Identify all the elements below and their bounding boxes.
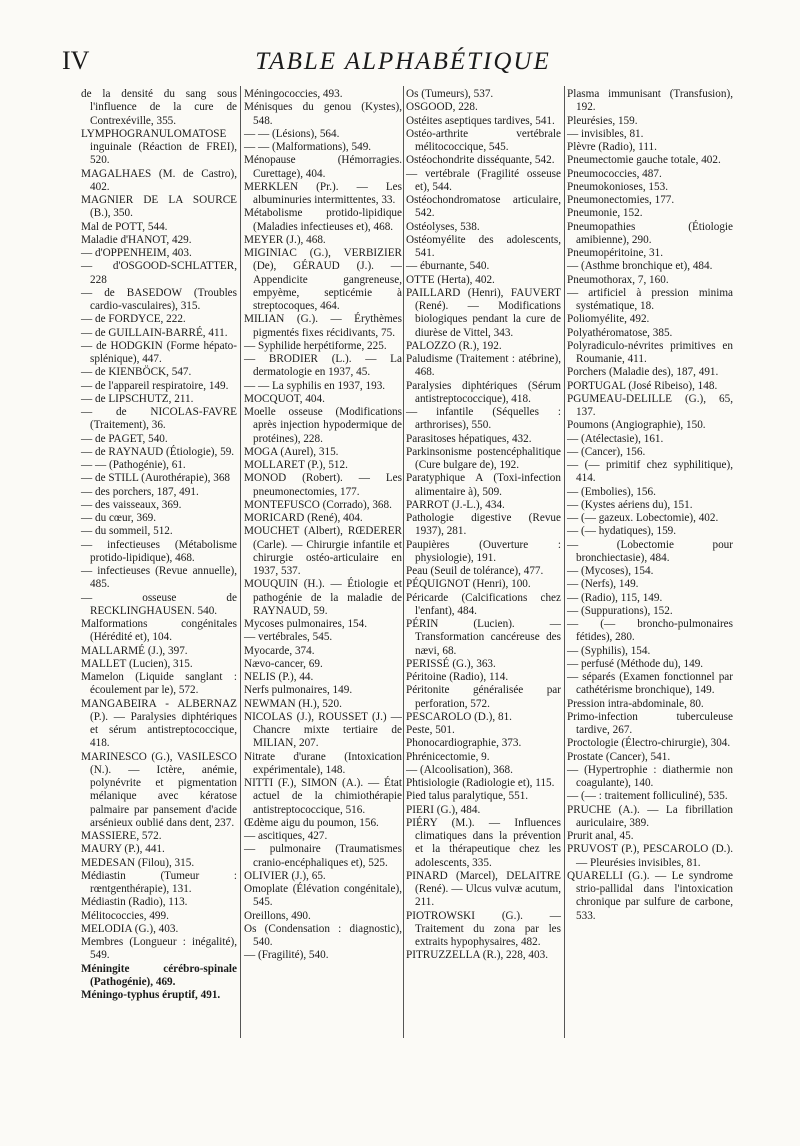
index-entry: Phonocardiographie, 373.: [406, 737, 522, 750]
index-entry: — (— primitif chez syphilitique), 414.: [567, 459, 733, 485]
index-entry: NICOLAS (J.), ROUSSET (J.) — Chancre mixte tertiaire de MILIAN, 207.: [244, 710, 402, 750]
index-entry: — (Alcoolisation), 368.: [406, 763, 513, 776]
index-entry: Mélitococcies, 499.: [81, 909, 169, 922]
index-entry: Ostéomyélite des adolescents, 541.: [406, 233, 561, 259]
index-entry: — (Syphilis), 154.: [567, 644, 651, 657]
index-entry: — de NICOLAS-FAVRE (Traitement), 36.: [81, 406, 237, 432]
index-entry: — infantile (Séquelles : arthrorises), 550.: [406, 406, 561, 432]
index-entry: PINARD (Marcel), DELAITRE (René). — Ulcus vulvæ acutum, 211.: [406, 869, 561, 909]
index-entry: — (— broncho-pulmonaires fétides), 280.: [567, 618, 733, 644]
index-entry: — séparés (Examen fonctionnel par cathétérisme bronchique), 149.: [567, 671, 733, 697]
index-entry: — (Suppurations), 152.: [567, 604, 673, 617]
index-entry: — de BASEDOW (Troubles cardio-vasculaires), 315.: [81, 286, 237, 312]
index-entry: Prurit anal, 45.: [567, 830, 634, 842]
index-entry: Ostéolyses, 538.: [406, 220, 480, 233]
index-entry: MEYER (J.), 468.: [244, 233, 326, 246]
column-divider: [403, 86, 404, 1038]
index-entry: — (Kystes aériens du), 151.: [567, 498, 693, 511]
index-entry: Parasitoses hépatiques, 432.: [406, 432, 532, 445]
index-entry: — (Mycoses), 154.: [567, 565, 654, 577]
index-entry: PITRUZZELLA (R.), 228, 403.: [406, 949, 549, 962]
index-entry: — d'OPPENHEIM, 403.: [81, 247, 192, 259]
index-entry: — pulmonaire (Traumatismes cranio-encéphaliques et), 525.: [244, 843, 402, 869]
index-entry: MOLLARET (P.), 512.: [244, 459, 348, 471]
index-entry: de la densité du sang sous l'influence de la cure de Contrexéville, 355.: [81, 88, 237, 127]
index-entry: PERISSÉ (G.), 363.: [406, 657, 496, 670]
index-entry: Pied talus paralytique, 551.: [406, 790, 529, 803]
index-entry: — éburnante, 540.: [406, 260, 490, 273]
index-entry: LYMPHOGRANULOMATOSE inguinale (Réaction de FREI), 520.: [81, 127, 237, 167]
index-entry: Os (Condensation : diagnostic), 540.: [244, 922, 402, 948]
index-entry: Paludisme (Traitement : atébrine), 468.: [406, 353, 561, 379]
index-entry: Peste, 501.: [406, 724, 455, 736]
index-entry: Os (Tumeurs), 537.: [406, 88, 494, 100]
index-entry: Pneumonectomies, 177.: [567, 194, 675, 206]
index-entry: Primo-infection tuberculeuse tardive, 267.: [567, 710, 733, 736]
index-entry: Paralysies diphtériques (Sérum antistreptococcique), 418.: [406, 379, 561, 405]
index-entry: Omoplate (Élévation congénitale), 545.: [244, 883, 402, 909]
index-entry: Ostéochondromatose articulaire, 542.: [406, 194, 561, 220]
index-entry: — — (Malformations), 549.: [244, 141, 372, 153]
index-entry: Nitrate d'urane (Intoxication expérimentale), 148.: [244, 750, 402, 776]
column-divider: [240, 86, 241, 1038]
index-entry: — de RAYNAUD (Étiologie), 59.: [81, 445, 235, 458]
index-entry: Nerfs pulmonaires, 149.: [244, 684, 353, 697]
index-entry: — (Cancer), 156.: [567, 445, 646, 458]
index-entry: — du cœur, 369.: [81, 512, 157, 524]
index-entry: MANGABEIRA - ALBERNAZ (P.). — Paralysies diphtériques et sérum antistreptococcique, 418.: [81, 697, 237, 750]
index-entry: — de GUILLAIN-BARRÉ, 411.: [81, 326, 228, 339]
index-entry: PALOZZO (R.), 192.: [406, 339, 502, 352]
index-entry: PARROT (J.-L.), 434.: [406, 498, 505, 511]
index-entry: — de PAGET, 540.: [81, 432, 168, 445]
index-entry: MELODIA (G.), 403.: [81, 922, 179, 935]
index-entry: — osseuse de RECKLINGHAUSEN. 540.: [81, 591, 237, 617]
index-entry: Médiastin (Tumeur : rœntgenthérapie), 131.: [81, 869, 237, 895]
index-entry: PIOTROWSKI (G.). — Traitement du zona par les extraits hypophysaires, 482.: [406, 909, 561, 948]
index-entry: — (Nerfs), 149.: [567, 578, 639, 591]
index-entry: Pathologie digestive (Revue 1937), 281.: [406, 512, 561, 538]
page-number: IV: [62, 46, 90, 75]
index-entry: Ménopause (Hémorragies. Curettage), 404.: [244, 154, 402, 180]
index-entry: NELIS (P.), 44.: [244, 671, 314, 683]
index-entry: Pression intra-abdominale, 80.: [567, 697, 704, 710]
index-entry: MOCQUOT, 404.: [244, 392, 325, 405]
index-entry: OSGOOD, 228.: [406, 101, 478, 114]
index-entry: Moelle osseuse (Modifications après injection hypodermique de protéines), 228.: [244, 406, 402, 445]
index-entry: Pneumectomie gauche totale, 402.: [567, 154, 721, 167]
index-entry: Ostéo-arthrite vertébrale mélitococcique, 545.: [406, 127, 561, 153]
index-entry: Poliomyélite, 492.: [567, 313, 650, 326]
index-entry: PORTUGAL (José Ribeiso), 148.: [567, 379, 718, 392]
index-entry: Plèvre (Radio), 111.: [567, 141, 657, 153]
index-entry: — — La syphilis en 1937, 193.: [244, 379, 386, 392]
index-entry: MONOD (Robert). — Les pneumonectomies, 177.: [244, 472, 402, 498]
index-entry: Pleurésies, 159.: [567, 114, 638, 127]
index-entry: Paratyphique A (Toxi-infection alimentaire à), 509.: [406, 472, 561, 498]
index-entry: Phtisiologie (Radiologie et), 115.: [406, 777, 555, 789]
index-entry: — — (Lésions), 564.: [244, 127, 340, 140]
index-entry: Membres (Longueur : inégalité), 549.: [81, 936, 237, 962]
index-column-3: [406, 88, 561, 963]
index-entry: — de KIENBÖCK, 547.: [81, 366, 192, 379]
index-entry: Poumons (Angiographie), 150.: [567, 419, 706, 432]
index-entry: Maladie d'HANOT, 429.: [81, 233, 192, 246]
index-entry: PGUMEAU-DELILLE (G.), 65, 137.: [567, 392, 733, 418]
index-entry: Pneumopathies (Étiologie amibienne), 290.: [567, 220, 733, 246]
index-entry: Plasma immunisant (Transfusion), 192.: [567, 88, 733, 114]
index-entry: — de STILL (Aurothérapie), 368: [81, 472, 231, 485]
index-entry: Prostate (Cancer), 541.: [567, 750, 671, 763]
index-entry: — vertébrale (Fragilité osseuse et), 544.: [406, 167, 561, 193]
index-entry: PRUVOST (P.), PESCAROLO (D.). — Pleurésies invisibles, 81.: [567, 843, 733, 869]
index-entry: Métabolisme protido-lipidique (Maladies infectieuses et), 468.: [244, 207, 402, 233]
index-entry: — infectieuses (Revue annuelle), 485.: [81, 565, 237, 591]
index-entry: MOGA (Aurel), 315.: [244, 445, 339, 458]
index-entry: Péritonite généralisée par perforation, 572.: [406, 684, 561, 710]
index-entry: Pneumococcies, 487.: [567, 167, 662, 180]
index-entry: — (Lobectomie pour bronchiectasie), 484.: [567, 538, 733, 564]
index-entry: — (Hypertrophie : diathermie non coagulante), 140.: [567, 763, 733, 789]
index-entry: PÉRIN (Lucien). — Transformation cancéreuse des nævi, 68.: [406, 618, 561, 657]
index-entry: Oreillons, 490.: [244, 909, 311, 922]
index-entry: MALLET (Lucien), 315.: [81, 657, 193, 670]
index-entry: PIÉRY (M.). — Influences climatiques dans la prévention et la thérapeutique chez les adolescents, 335.: [406, 816, 561, 869]
index-entry: OLIVIER (J.), 65.: [244, 869, 326, 882]
index-entry: Polyradiculo-névrites primitives en Roumanie, 411.: [567, 339, 733, 365]
index-entry: Peau (Seuil de tolérance), 477.: [406, 565, 544, 577]
index-entry: — BRODIER (L.). — La dermatologie en 1937, 45.: [244, 353, 402, 379]
index-entry: PAILLARD (Henri), FAUVERT (René). — Modifications biologiques pendant la cure de diurèse de Vittel, 343.: [406, 286, 561, 339]
index-entry: Ostéites aseptiques tardives, 541.: [406, 114, 555, 127]
index-entry: Pneumokonioses, 153.: [567, 180, 668, 193]
index-entry: — (Embolies), 156.: [567, 485, 656, 498]
index-entry: QUARELLI (G.). — Le syndrome strio-pallidal dans l'intoxication chronique par sulfure de carbone, 533.: [567, 869, 733, 922]
index-entry: Mamelon (Liquide sanglant : écoulement par le), 572.: [81, 671, 237, 697]
index-entry: MONTEFUSCO (Corrado), 368.: [244, 498, 392, 511]
index-entry: Péritoine (Radio), 114.: [406, 671, 509, 683]
index-entry: — de HODGKIN (Forme hépato-splénique), 447.: [81, 339, 237, 365]
index-entry: MILIAN (G.). — Érythèmes pigmentés fixes récidivants, 75.: [244, 313, 402, 339]
index-entry: Proctologie (Électro-chirurgie), 304.: [567, 737, 731, 750]
index-entry: MAGNIER DE LA SOURCE (B.), 350.: [81, 194, 237, 220]
column-divider: [564, 86, 565, 1038]
index-entry: — (Radio), 115, 149.: [567, 591, 663, 604]
index-entry: Parkinsonisme postencéphalitique (Cure bulgare de), 192.: [406, 445, 561, 471]
index-entry: MOUQUIN (H.). — Étiologie et pathogénie de la maladie de RAYNAUD, 59.: [244, 578, 402, 617]
index-entry: MAGALHAES (M. de Castro), 402.: [81, 167, 237, 193]
index-entry: Polyathéromatose, 385.: [567, 326, 673, 339]
index-entry: NEWMAN (H.), 520.: [244, 697, 342, 710]
index-entry: — (— : traitement folliculiné), 535.: [567, 790, 728, 803]
index-entry: Ménisques du genou (Kystes), 548.: [244, 101, 402, 127]
index-entry: MOUCHET (Albert), RŒDERER (Carle). — Chirurgie infantile et chirurgie ostéo-articulaire en 1937, 537.: [244, 525, 402, 577]
index-entry: — ascitiques, 427.: [244, 830, 328, 842]
index-entry: — d'OSGOOD-SCHLATTER, 228: [81, 260, 237, 286]
index-entry: — artificiel à pression minima systématique, 18.: [567, 286, 733, 312]
index-entry: — (Asthme bronchique et), 484.: [567, 260, 713, 273]
index-entry: MARINESCO (G.), VASILESCO (N.). — Ictère, anémie, polynévrite et pigmentation mélanique avec kératose palmaire par pansement d'acide arsénieux oublié dans dent, 237.: [81, 750, 237, 829]
index-entry: Méningo-typhus éruptif, 491.: [81, 989, 221, 1001]
index-entry: — perfusé (Méthode du), 149.: [567, 657, 704, 670]
index-entry: Péricarde (Calcifications chez l'enfant), 484.: [406, 591, 561, 617]
index-entry: Ostéochondrite disséquante, 542.: [406, 154, 555, 167]
index-entry: — (— gazeux. Lobectomie), 402.: [567, 512, 719, 524]
index-entry: Mycoses pulmonaires, 154.: [244, 618, 368, 630]
index-entry: — infectieuses (Métabolisme protido-lipidique), 468.: [81, 538, 237, 564]
index-entry: Mal de POTT, 544.: [81, 220, 168, 233]
index-entry: — (Fragilité), 540.: [244, 949, 329, 962]
index-entry: PIERI (G.), 484.: [406, 803, 481, 816]
index-entry: Médiastin (Radio), 113.: [81, 896, 188, 909]
index-entry: MAURY (P.), 441.: [81, 843, 165, 856]
index-entry: Nævo-cancer, 69.: [244, 657, 323, 670]
index-entry: — (Atélectasie), 161.: [567, 432, 664, 445]
index-entry: MIGINIAC (G.), VERBIZIER (De), GÉRAUD (J.). — Appendicite gangreneuse, empyème, septicémie à streptocoques, 464.: [244, 247, 402, 312]
index-entry: — — (Pathogénie), 61.: [81, 459, 186, 471]
index-entry: PRUCHE (A.). — La fibrillation auriculaire, 389.: [567, 803, 733, 829]
index-entry: — Syphilide herpétiforme, 225.: [244, 339, 387, 352]
index-entry: Pneumopéritoine, 31.: [567, 247, 664, 259]
index-entry: — de l'appareil respiratoire, 149.: [81, 379, 229, 392]
index-entry: — du sommeil, 512.: [81, 525, 173, 538]
index-entry: Méningococcies, 493.: [244, 88, 343, 100]
index-entry: OTTE (Herta), 402.: [406, 273, 495, 286]
index-entry: — des vaisseaux, 369.: [81, 498, 182, 511]
index-entry: Méningite cérébro-spinale (Pathogénie), 469.: [81, 962, 237, 988]
index-entry: — vertébrales, 545.: [244, 631, 333, 644]
index-entry: MORICARD (René), 404.: [244, 512, 363, 524]
index-column-4: [567, 88, 733, 923]
index-entry: NITTI (F.), SIMON (A.). — État actuel de la chimiothérapie antistreptococcique, 516.: [244, 777, 402, 816]
index-entry: — de FORDYCE, 222.: [81, 313, 186, 326]
index-entry: MASSIERE, 572.: [81, 830, 162, 842]
index-entry: — (— hydatiques), 159.: [567, 525, 677, 538]
index-entry: MERKLEN (Pr.). — Les albuminuries intermittentes, 33.: [244, 180, 402, 206]
index-entry: Porchers (Maladie des), 187, 491.: [567, 366, 719, 379]
index-entry: Malformations congénitales (Hérédité et), 104.: [81, 618, 237, 644]
page-header: [62, 46, 744, 86]
index-entry: Pneumonie, 152.: [567, 207, 643, 220]
index-entry: MALLARMÉ (J.), 397.: [81, 644, 188, 657]
index-entry: — des porchers, 187, 491.: [81, 485, 199, 498]
index-entry: Paupières (Ouverture : physiologie), 191.: [406, 538, 561, 564]
index-entry: Œdème aigu du poumon, 156.: [244, 816, 379, 829]
index-entry: Myocarde, 374.: [244, 644, 315, 657]
index-entry: Phrénicectomie, 9.: [406, 750, 490, 763]
index-entry: — invisibles, 81.: [567, 127, 644, 140]
index-column-1: [81, 88, 237, 1002]
index-entry: — de LIPSCHUTZ, 211.: [81, 392, 194, 405]
index-column-2: [244, 88, 402, 963]
index-entry: Pneumothorax, 7, 160.: [567, 273, 669, 286]
index-entry: PÉQUIGNOT (Henri), 100.: [406, 578, 531, 591]
index-entry: PESCAROLO (D.), 81.: [406, 710, 512, 723]
index-entry: MEDESAN (Filou), 315.: [81, 856, 195, 869]
page-title: TABLE ALPHABÉTIQUE: [255, 48, 551, 75]
